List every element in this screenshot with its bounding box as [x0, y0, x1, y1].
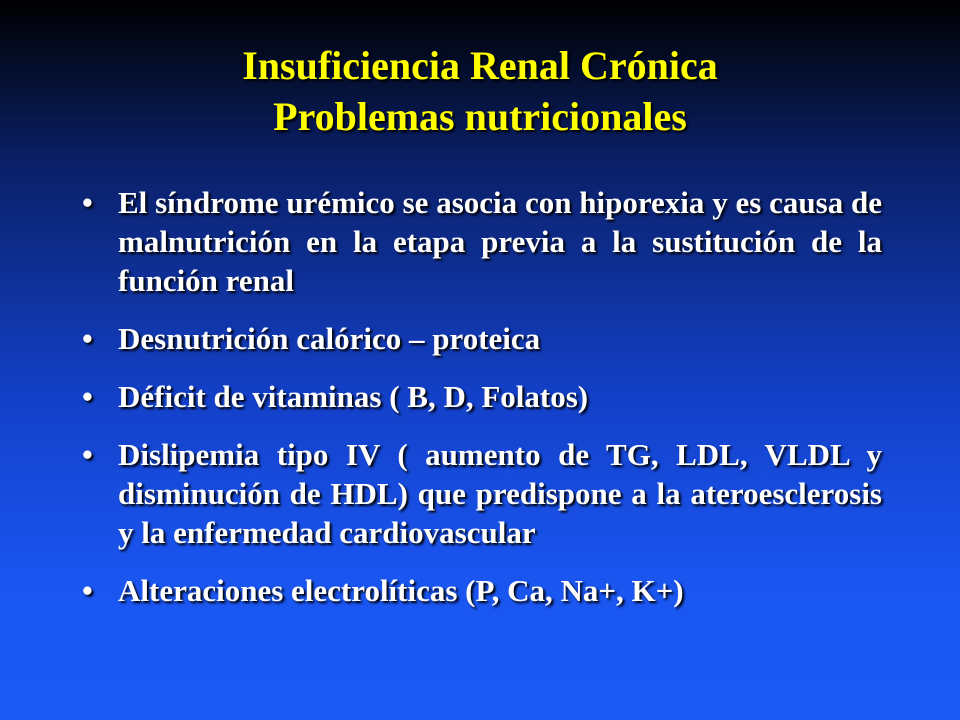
bullet-item-5	[80, 571, 882, 610]
bullet-point-icon: •	[82, 573, 93, 608]
bullet-item-4	[80, 435, 882, 552]
slide-title-line-1: Insuficiencia Renal Crónica	[242, 43, 718, 88]
bullet-item-1	[80, 183, 882, 300]
slide-title-line-2: Problemas nutricionales	[273, 94, 687, 139]
bullet-list	[80, 183, 882, 629]
bullet-text-1: El síndrome urémico se asocia con hiporexia y es causa de malnutrición en la etapa previa a la sustitución de la función renal	[118, 185, 882, 298]
bullet-text-3: Déficit de vitaminas ( B, D, Folatos)	[118, 379, 589, 414]
bullet-point-icon: •	[82, 321, 93, 356]
bullet-point-icon: •	[82, 379, 93, 414]
bullet-point-icon: •	[82, 437, 93, 472]
bullet-text-2: Desnutrición calórico – proteica	[118, 321, 541, 356]
bullet-text-5: Alteraciones electrolíticas (P, Ca, Na+, K+)	[118, 573, 684, 608]
slide-title	[0, 40, 960, 142]
bullet-point-icon: •	[82, 185, 93, 220]
bullet-text-4: Dislipemia tipo IV ( aumento de TG, LDL, VLDL y disminución de HDL) que predispone a la ateroesclerosis y la enfermedad cardiovascular	[118, 437, 882, 550]
bullet-item-3	[80, 377, 882, 416]
bullet-item-2	[80, 319, 882, 358]
